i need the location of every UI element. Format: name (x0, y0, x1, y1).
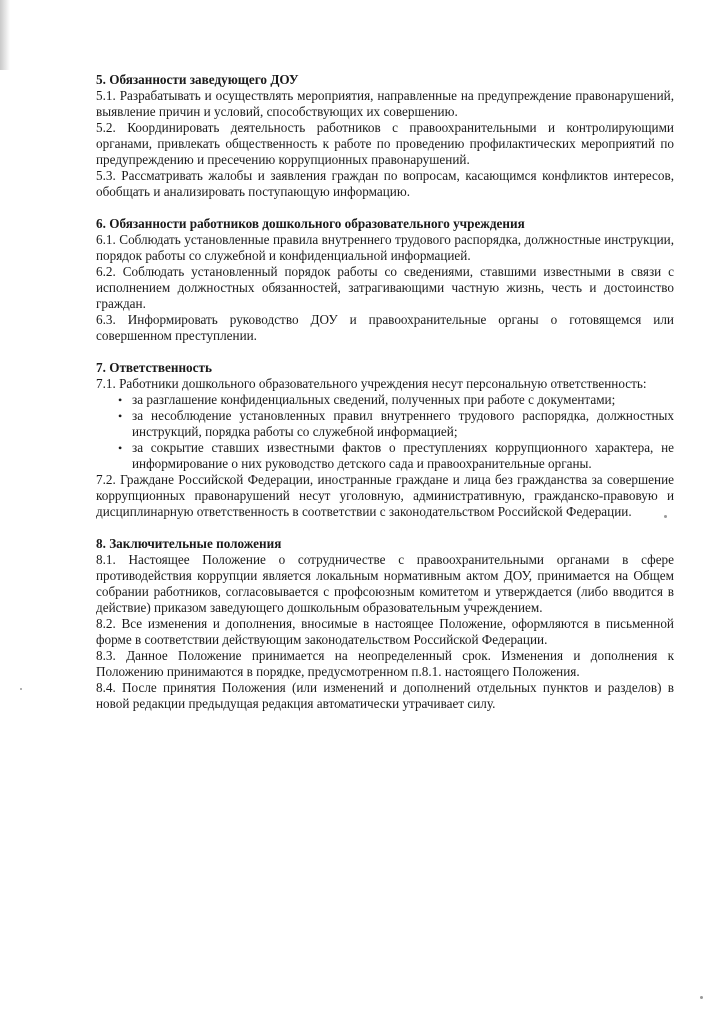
paragraph: 8.2. Все изменения и дополнения, вносимые в настоящее Положение, оформляются в письменной форме в соответствии действующим законодательством Российской Федерации. (96, 616, 674, 647)
section-title: 6. Обязанности работников дошкольного образовательного учреждения (96, 216, 525, 231)
section-2 (96, 216, 674, 344)
paragraph: 6.1. Соблюдать установленные правила внутреннего трудового распорядка, должностные инструкции, порядок работы со служебной и конфиденциальной информацией. (96, 232, 674, 263)
scan-edge-shadow (0, 0, 10, 70)
section-title: 7. Ответственность (96, 360, 212, 375)
paragraph: 5.3. Рассматривать жалобы и заявления граждан по вопросам, касающимся конфликтов интересов, обобщать и анализировать поступающую информацию. (96, 168, 674, 199)
paragraph: 8.3. Данное Положение принимается на неопределенный срок. Изменения и дополнения к Положению принимаются в порядке, предусмотренном п.8.1. настоящего Положения. (96, 648, 674, 679)
paragraph: 5.1. Разрабатывать и осуществлять мероприятия, направленные на предупреждение правонарушений, выявление причин и условий, способствующих их совершению. (96, 88, 674, 119)
list-item: • за разглашение конфиденциальных сведений, полученных при работе с документами; (118, 392, 674, 408)
bullet-list (96, 392, 674, 472)
section-1 (96, 72, 674, 200)
document-page (96, 72, 674, 728)
paragraph: 5.2. Координировать деятельность работников с правоохранительными и контролирующими органами, привлекать общественность к работе по проведению профилактических мероприятий по предупреждению и пресечению коррупционных правонарушений. (96, 120, 674, 167)
paragraph: 7.1. Работники дошкольного образовательного учреждения несут персональную ответственность: (96, 376, 647, 391)
list-item: • за сокрытие ставших известными фактов о преступлениях коррупционного характера, не информирование о них руководство детского сада и правоохранительные органы. (118, 440, 674, 472)
list-item: • за несоблюдение установленных правил внутреннего трудового распорядка, должностных инструкций, порядка работы со служебной информацией; (118, 408, 674, 440)
section-title: 5. Обязанности заведующего ДОУ (96, 72, 299, 87)
paragraph: 8.1. Настоящее Положение о сотрудничестве с правоохранительными органами в сфере противодействия коррупции является локальным нормативным актом ДОУ, принимается на Общем собрании работников, согласовывается с профсоюзным комитетом и утверждается (либо вводится в действие) приказом заведующего дошкольным образовательным учреждением. (96, 552, 674, 615)
section-title: 8. Заключительные положения (96, 536, 282, 551)
scan-speck (20, 688, 22, 690)
section-3 (96, 360, 674, 520)
paragraph: 8.4. После принятия Положения (или изменений и дополнений отдельных пунктов и разделов) в новой редакции предыдущая редакция автоматически утрачивает силу. (96, 680, 674, 711)
paragraph: 6.3. Информировать руководство ДОУ и правоохранительные органы о готовящемся или совершенном преступлении. (96, 312, 674, 343)
paragraph: 7.2. Граждане Российской Федерации, иностранные граждане и лица без гражданства за совершение коррупционных правонарушений несут уголовную, административную, гражданско-правовую и дисциплинарную ответственность в соответствии с законодательством Российской Федерации. (96, 472, 674, 519)
paragraph: 6.2. Соблюдать установленный порядок работы со сведениями, ставшими известными в связи с исполнением должностных обязанностей, затрагивающими частную жизнь, честь и достоинство граждан. (96, 264, 674, 311)
section-4 (96, 536, 674, 712)
scan-speck (700, 996, 703, 999)
